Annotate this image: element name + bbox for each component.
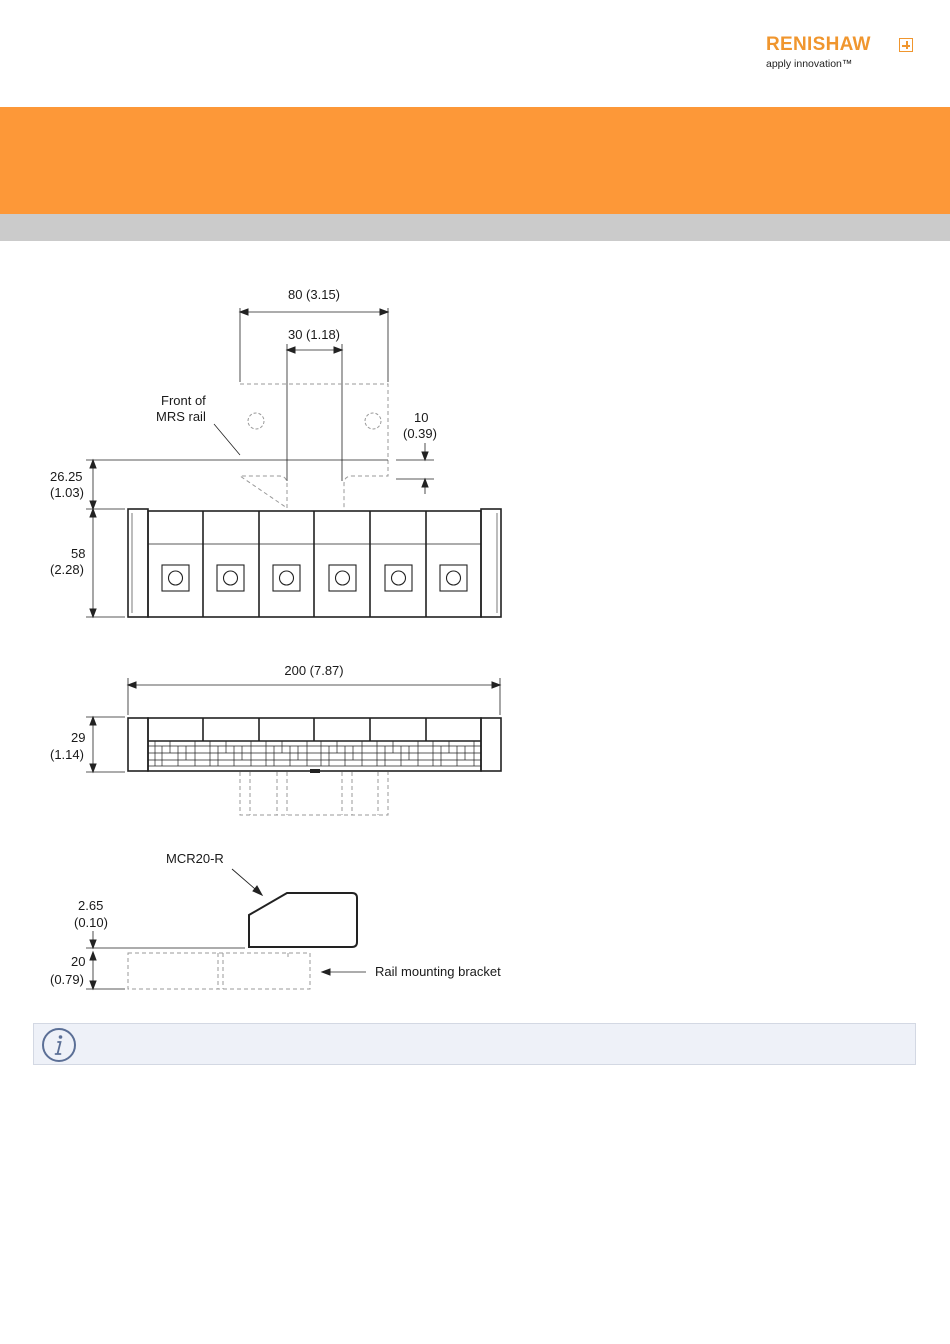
dim-side-height-in: (1.14) (50, 747, 84, 762)
brand-tagline: apply innovation™ (766, 58, 853, 70)
dim-clearance: 2.65 (78, 898, 104, 913)
dim-gap: 10 (414, 410, 429, 425)
dim-bracket-in: (0.79) (50, 972, 84, 987)
label-front-line2: MRS rail (156, 409, 206, 424)
dim-offset: 26.25 (50, 469, 83, 484)
subtitle-bar (0, 214, 950, 241)
info-icon (41, 1027, 77, 1063)
title-banner (0, 107, 950, 214)
renishaw-logo (766, 34, 916, 74)
dim-gap-in: (0.39) (403, 426, 437, 441)
dimension-drawing (0, 241, 950, 1021)
dim-height: 58 (71, 546, 86, 561)
label-part: MCR20-R (166, 851, 224, 866)
info-note (33, 1023, 916, 1065)
dim-length: 200 (7.87) (284, 663, 344, 678)
dim-side-height: 29 (71, 730, 86, 745)
dim-offset-in: (1.03) (50, 485, 84, 500)
renishaw-cross-mark-icon (899, 38, 913, 52)
dim-width-total: 80 (3.15) (287, 287, 341, 302)
dim-clearance-in: (0.10) (74, 915, 108, 930)
brand-name: RENISHAW (766, 34, 871, 55)
label-front-line1: Front of (161, 393, 206, 408)
dim-height-in: (2.28) (50, 562, 84, 577)
label-bracket: Rail mounting bracket (375, 964, 501, 979)
dim-bracket: 20 (71, 954, 86, 969)
dim-width-inner: 30 (1.18) (287, 327, 341, 342)
